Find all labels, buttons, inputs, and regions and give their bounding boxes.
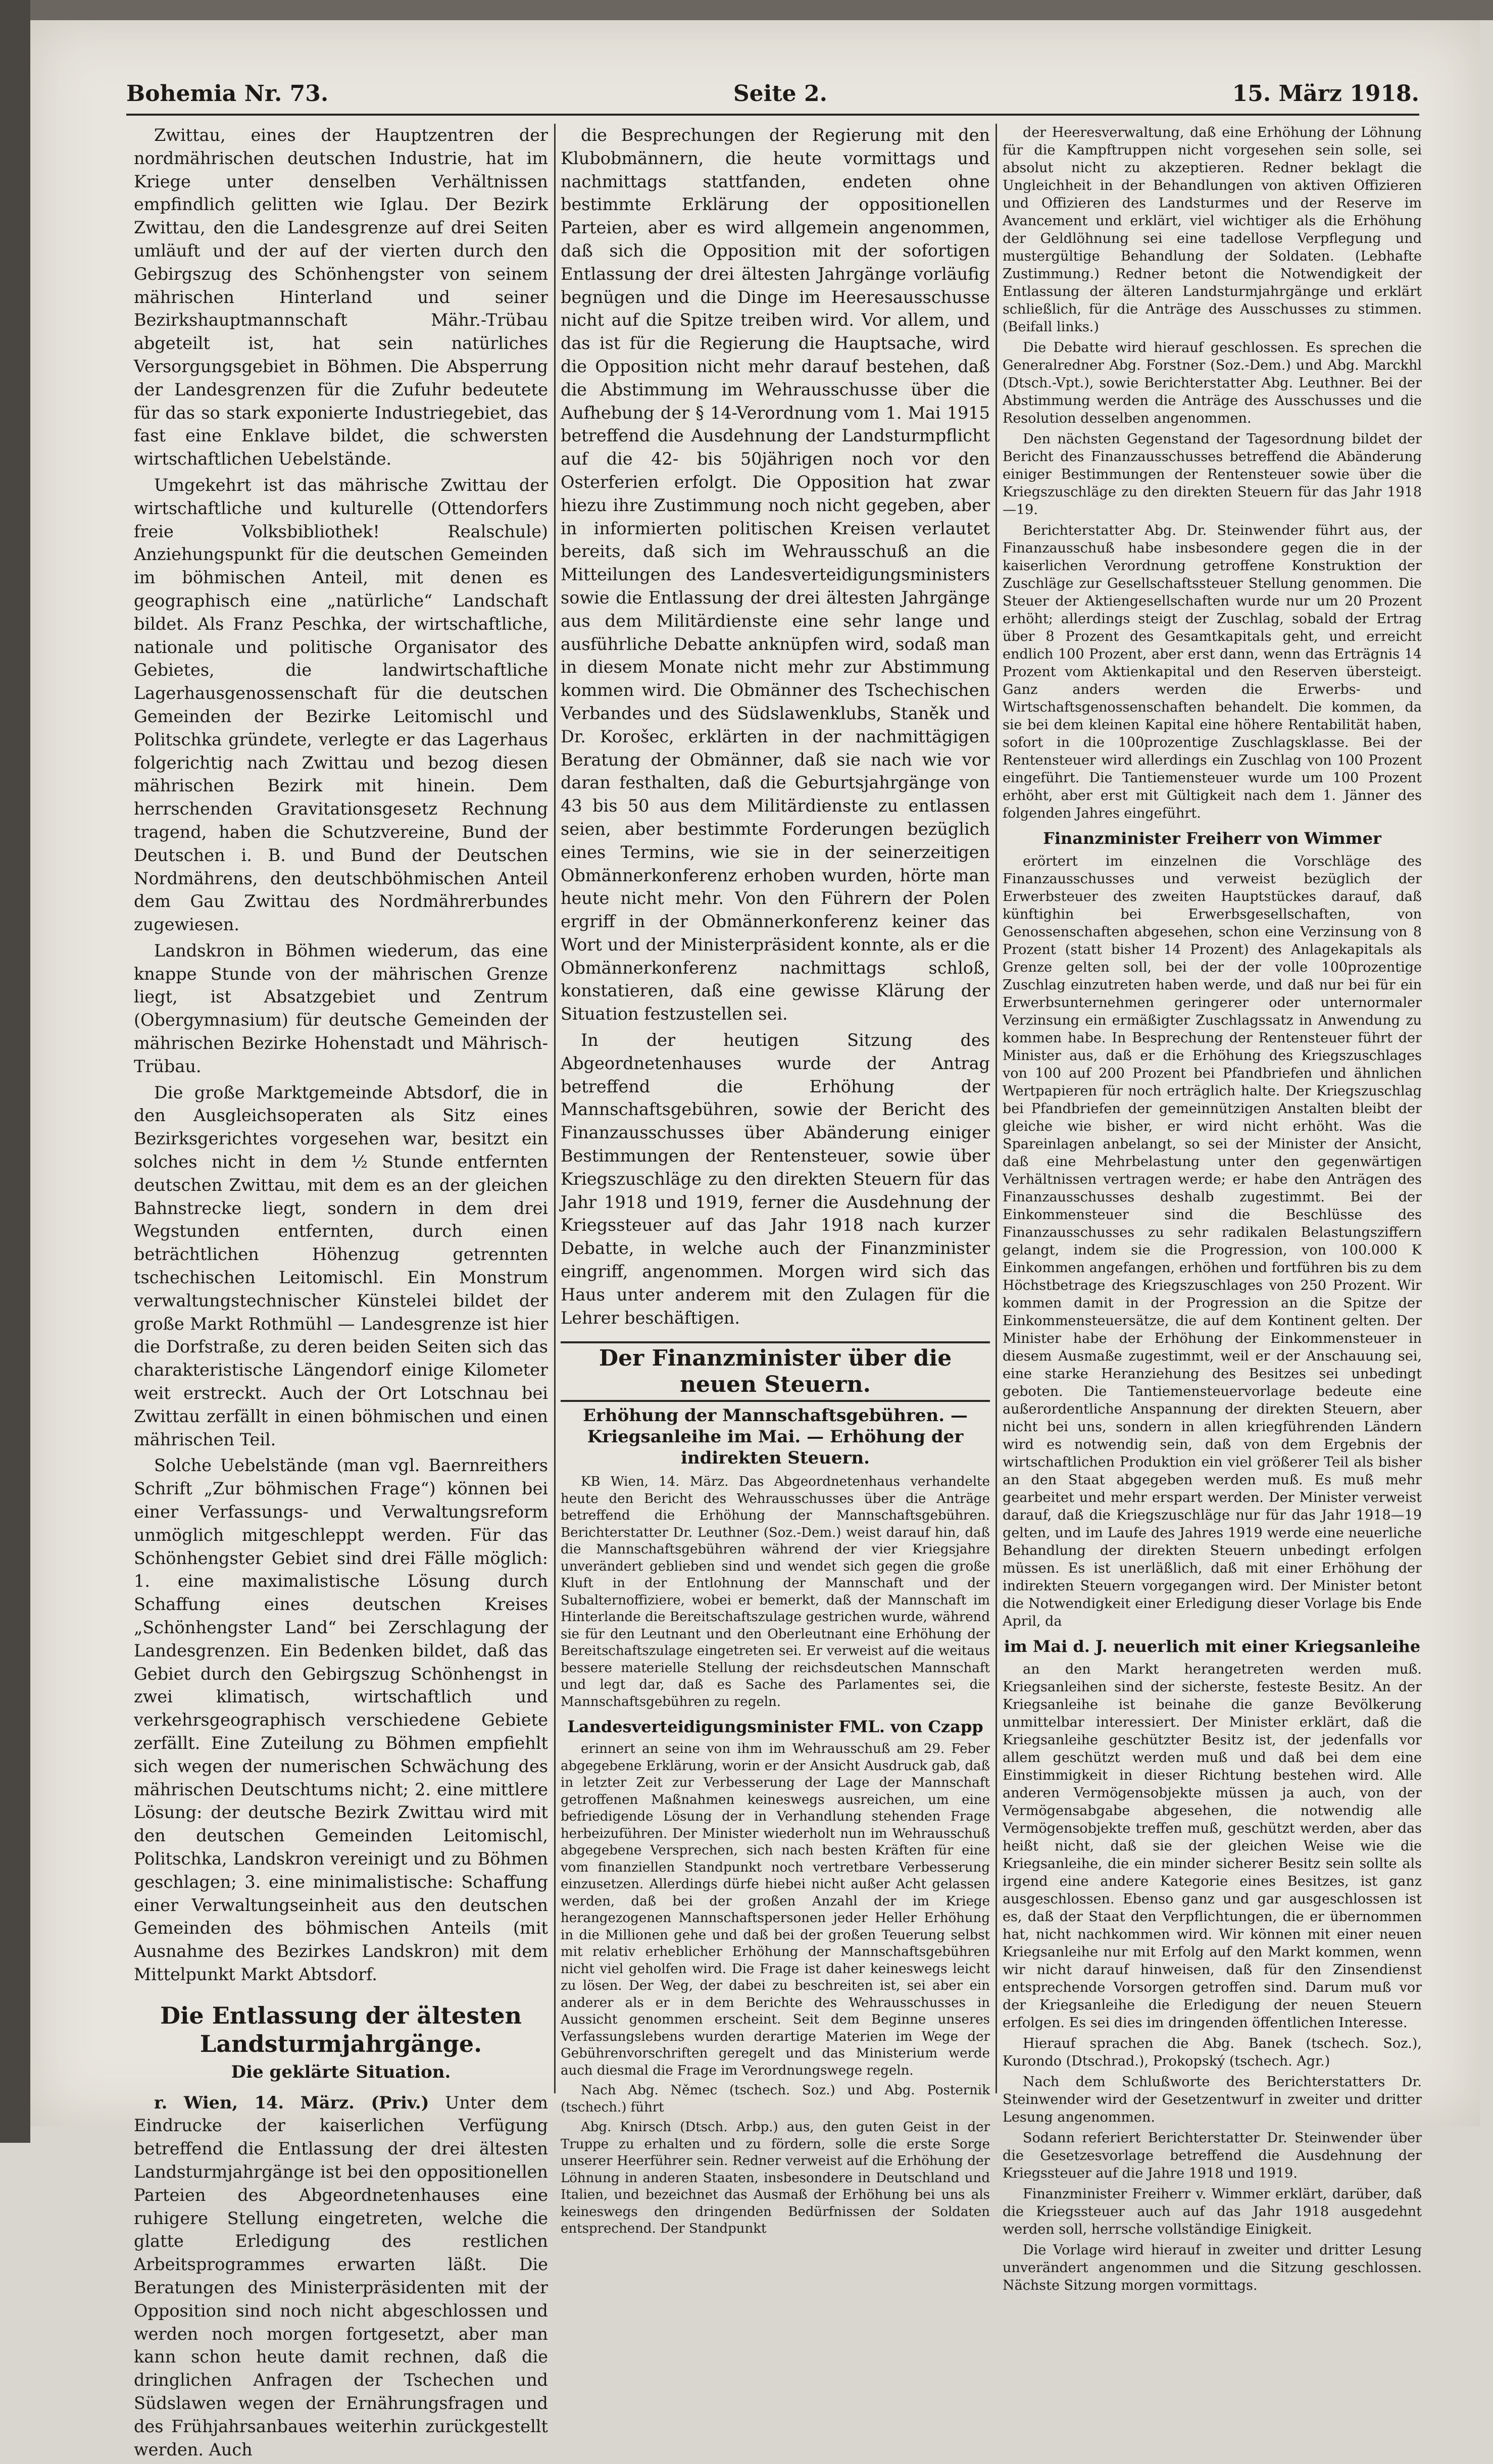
paragraph: Nach Abg. Němec (tschech. Soz.) und Abg. Posternik (tschech.) führt <box>561 2083 990 2115</box>
issue-date: 15. März 1918. <box>1232 80 1419 107</box>
paragraph <box>134 2091 548 2461</box>
column-2 <box>561 124 990 2241</box>
paragraph: KB Wien, 14. März. Das Abgeordnetenhaus verhandelte heute den Bericht des Wehrausschusses über die Anträge betreffend die Erhöhung der Mannschaftsgebühren. Berichterstatter Dr. Leuthner (Soz.-Dem.) weist darauf hin, daß die Mannschaftsgebühren während der vier Kriegsjahre unverändert geblieben sind und wendet sich gegen die große Kluft in der Entlohnung der Mannschaft und der Subalternoffiziere, wobei er bemerkt, daß der Mannschaft im Hinterlande die Bereitschaftszulage gestrichen wurde, während sie für den Leutnant und den Oberleutnant eine Erhöhung der Bereitschaftszulage eingetreten sei. Er verweist auf die weitaus bessere materielle Stellung der reichsdeutschen Mannschaft und legt dar, daß es Sache des Parlamentes sei, die Mannschaftsgebühren zu regeln. <box>561 1474 990 1709</box>
paragraph: Abg. Knirsch (Dtsch. Arbp.) aus, den guten Geist in der Truppe zu erhalten und zu fördern, solle die erste Sorge unserer Heerführer sein. Redner verweist auf die Erhöhung der Löhnung in anderen Staaten, insbesondere in Deutschland und Italien, und bezeichnet das Ausmaß der Erhöhung bei uns als keineswegs den dringenden Bedürfnissen der Soldaten entsprechend. Der Standpunkt <box>561 2120 990 2237</box>
paragraph: die Besprechungen der Regierung mit den Klubobmännern, die heute vormittags und nachmittags stattfanden, endeten ohne bestimmte Erklärung der oppositionellen Parteien, aber es wird allgemein angenommen, daß sich die Opposition mit der sofortigen Entlassung der drei ältesten Jahrgänge vorläufig begnügen und die Dinge im Heeresausschusse nicht auf die Spitze treiben wird. Vor allem, und das ist für die Regierung die Hauptsache, wird die Opposition nicht mehr darauf bestehen, daß die Abstimmung im Wehrausschusse über die Aufhebung der § 14-Verordnung vom 1. Mai 1915 betreffend die Ausdehnung der Landsturmpflicht auf die 42- bis 50jährigen noch vor den Osterferien erfolgt. Die Opposition hat zwar hiezu ihre Zustimmung noch nicht gegeben, aber in informierten politischen Kreisen verlautet bereits, daß sich im Wehrausschuß an die Mitteilungen des Landesverteidigungsministers sowie die Entlassung der drei ältesten Jahrgänge aus dem Militärdienste eine sehr lange und ausführliche Debatte anknüpfen wird, sodaß man in diesem Monate nicht mehr zur Abstimmung kommen wird. Die Obmänner des Tschechischen Verbandes und des Südslawenklubs, Staněk und Dr. Korošec, erklärten in der nachmittägigen Beratung der Obmänner, daß sie nach wie vor daran festhalten, daß die Geburtsjahrgänge von 43 bis 50 aus dem Militärdienste zu entlassen seien, aber bestimmte Forderungen bezüglich eines Termins, wie sie in der seinerzeitigen Obmännerkonferenz erhoben wurden, hörte man heute nicht mehr. Von den Führern der Polen ergriff in der Obmännerkonferenz keiner das Wort und der Ministerpräsident konnte, als er die Obmännerkonferenz nachmittags schloß, konstatieren, daß eine gewisse Klärung der Situation festzustellen sei. <box>561 125 990 1024</box>
article-headline: Der Finanzminister über die neuen Steuern. <box>561 1341 990 1402</box>
article-headline: Die Entlassung der ältesten Landsturmjahrgänge. <box>160 2001 522 2057</box>
paragraph: erörtert im einzelnen die Vorschläge des Finanzausschusses und verweist bezüglich der Erwerbsteuer des zweiten Hauptstückes darauf, daß künftighin bei Erwerbsgesellschaften, von Genossenschaften abgesehen, schon eine Verzinsung von 8 Prozent (statt bisher 14 Prozent) des Anlagekapitals als Grenze gelten soll, bei der der volle 100prozentige Zuschlag einzutreten haben werde, und daß nur bei für ein Erwerbsunternehmen geringerer oder unternormaler Verzinsung ein ermäßigter Zuschlagssatz in Anwendung zu kommen habe. In Besprechung der Rentensteuer führt der Minister aus, daß er die Erhöhung des Kriegszuschlages von 100 auf 200 Prozent bei Pfandbriefen und ähnlichen Wertpapieren für noch erträglich halte. Der Kriegszuschlag bei Pfandbriefen der gemeinnützigen Anstalten bleibt der gleiche wie bisher, er wird nicht erhöht. Was die Spareinlagen anbelangt, so sei der Minister der Ansicht, daß eine Mehrbelastung unter den gegenwärtigen Verhältnissen vertragen werde; er habe den Anträgen des Finanzausschusses deshalb zugestimmt. Bei der Einkommensteuer sind die Beschlüsse des Finanzausschusses zu sehr radikalen Belastungsziffern gelangt, indem sie die Progression, von 100.000 K Einkommen angefangen, erhöhen und fortführen bis zu dem Höchstbetrage des Kriegszuschlages von 250 Prozent. Wir kommen damit in der Progression an die Spitze der Einkommensteuersätze, die auf dem Kontinent gelten. Der Minister habe der Erhöhung der Einkommensteuer in diesem Ausmaße zugestimmt, weil er der Anschauung sei, eine starke Heranziehung des Besitzes sei unbedingt geboten. Die Tantiemensteuervorlage bedeute eine außerordentliche Anspannung der direkten Steuern, aber nicht bei uns, sondern in allen kriegführenden Ländern wird es notwendig sein, daß von dem Ergebnis der wirtschaftlichen Produktion ein viel größerer Teil als bisher an den Staat abgegeben werden muß. Es muß mehr gearbeitet und mehr erspart werden. Der Minister verweist darauf, daß die Kriegszuschläge nur für das Jahr 1918—19 gelten, und im Laufe des Jahres 1919 werde eine neuerliche Behandlung der direkten Steuern unbedingt erfolgen müssen. Es ist unerläßlich, daß mit einer Erhöhung der indirekten Steuern vorgegangen wird. Der Minister betont die Notwendigkeit einer Erledigung dieser Vorlage bis Ende April, da <box>1003 853 1422 1629</box>
paragraph: an den Markt herangetreten werden muß. Kriegsanleihen sind der sicherste, festeste Besitz. An der Kriegsanleihe ist beinahe die ganze Bevölkerung unmittelbar interessiert. Der Minister erklärt, daß die Kriegsanleihe geschützter Besitz ist, der jedenfalls vor allem geschützt werden muß und daß bei dem eine Einstimmigkeit in dieser Richtung bestehen wird. Alle anderen Vermögensobjekte müssen ja auch, von der Vermögensabgabe abgesehen, die notwendig alle Vermögensobjekte treffen muß, geschützt werden, aber das heißt nicht, daß sie der gleichen Weise wie die Kriegsanleihe, die ein minder sicherer Besitz sein sollte als irgend eine andere Kategorie eines Besitzes, ist ganz ausgeschlossen. Ebenso ganz und gar ausgeschlossen ist es, daß der Staat den Verpflichtungen, die er übernommen hat, nicht nachkommen wird. Wir können mit einer neuen Kriegsanleihe nur mit Erfolg auf den Markt kommen, wenn wir nicht darauf hinweisen, daß für den Zinsendienst entsprechende Vorsorgen getroffen sind. Darum muß vor der Kriegsanleihe die Erledigung der neuen Steuern erfolgen. Es sei dies im dringenden öffentlichen Interesse. <box>1003 1662 1422 2031</box>
scan-left-edge <box>0 0 30 2143</box>
paragraph: der Heeresverwaltung, daß eine Erhöhung der Löhnung für die Kampftruppen nicht vorgesehen sein solle, sei absolut nicht zu akzeptieren. Redner beklagt die Ungleichheit in der Behandlungen von aktiven Offizieren und Offizieren des Landsturmes und der Reserve im Avancement und erklärt, viel wichtiger als die Erhöhung der Geldlöhnung sei eine tadellose Verpflegung und mustergültige Behandlung der Soldaten. (Lebhafte Zustimmung.) Redner betont die Notwendigkeit der Entlassung der älteren Landsturmjahrgänge und erklärt schließlich, für die Anträge des Ausschusses zu stimmen. (Beifall links.) <box>1003 125 1422 335</box>
column-rule <box>996 124 997 2093</box>
paragraph: Zwittau, eines der Hauptzentren der nordmährischen deutschen Industrie, hat im Kriege unter denselben Verhältnissen empfindlich gelitten wie Iglau. Der Bezirk Zwittau, den die Landesgrenze auf drei Seiten umläuft und der auf der vierten durch den Gebirgszug des Schönhengster von seinem mährischen Hinterland und seiner Bezirkshauptmannschaft Mähr.-Trübau abgeteilt ist, hat sein natürliches Versorgungsgebiet in Böhmen. Die Absperrung der Landesgrenzen für die Zufuhr bedeutete für das so stark exponierte Industriegebiet, das fast eine Enklave bildet, die schwersten wirtschaftlichen Uebelstände. <box>134 125 548 469</box>
paragraph: Den nächsten Gegenstand der Tagesordnung bildet der Bericht des Finanzausschusses betreffend die Abänderung einiger Bestimmungen der Rentensteuer sowie über die Kriegszuschläge zu den direkten Steuern für das Jahr 1918—19. <box>1003 431 1422 518</box>
speaker-heading: Finanzminister Freiherr von Wimmer <box>1043 829 1381 848</box>
column-rule <box>554 124 556 2093</box>
paragraph: Landskron in Böhmen wiederum, das eine knappe Stunde von der mährischen Grenze liegt, ist Absatzgebiet und Zentrum (Obergymnasium) für deutsche Gemeinden der mährischen Bezirke Hohenstadt und Mährisch-Trübau. <box>134 940 548 1076</box>
article-subheadline: Die geklärte Situation. <box>231 2061 451 2082</box>
page-number: Seite 2. <box>733 80 827 107</box>
issue-label: Bohemia Nr. 73. <box>126 80 329 107</box>
paragraph: erinnert an seine von ihm im Wehrausschuß am 29. Feber abgegebene Erklärung, worin er der Ansicht Ausdruck gab, daß in letzter Zeit zur Verbesserung der Lage der Mannschaft getroffenen Maßnahmen keineswegs ausreichen, um eine befriedigende Lösung der in Verhandlung stehenden Frage herbeizuführen. Der Minister wiederholt nun im Wehrausschuß abgegebene Versprechen, sich nach besten Kräften für eine vom finanziellen Standpunkt noch vertretbare Verbesserung einzusetzen. Allerdings dürfe hiebei nicht außer Acht gelassen werden, daß bei der großen Anzahl der im Kriege herangezogenen Mannschaftspersonen jeder Heller Erhöhung in die Millionen gehe und daß bei der großen Teuerung selbst mit relativ erheblicher Erhöhung der Mannschaftsgebühren nicht viel geholfen wird. Die Frage ist daher keineswegs leicht zu lösen. Der Weg, der dabei zu beschreiten ist, sei aber ein anderer als er in dem Berichte des Wehrausschusses in Aussicht genommen erscheint. Seit dem Beginne unseres Verfassungslebens wurden derartige Materien im Wege der Gebührenvorschriften geregelt und das Ministerium werde auch diesmal die Frage im Verordnungswege regeln. <box>561 1741 990 2078</box>
paragraph: Berichterstatter Abg. Dr. Steinwender führt aus, der Finanzausschuß habe insbesondere gegen die in der kaiserlichen Verordnung getroffene Konstruktion der Zuschläge zur Gesellschaftssteuer Stellung genommen. Die Steuer der Aktiengesellschaften wurde nur um 20 Prozent erhöht; allerdings steigt der Zuschlag, sobald der Ertrag über 8 Prozent des Gesamtkapitals geht, und erreicht endlich 100 Prozent, aber erst dann, wenn das Erträgnis 14 Prozent vom Aktienkapital und den Reserven übersteigt. Ganz anders werden die Erwerbs- und Wirtschaftsgenossenschaften behandelt. Die kommen, da sie bei dem kleinen Kapital eine höhere Rentabilität haben, sofort in die 100prozentige Zuschlagsklasse. Bei der Rentensteuer wird allerdings ein Zuschlag von 100 Prozent eingeführt. Die Tantiemensteuer wurde um 100 Prozent erhöht, aber erst mit Gültigkeit nach dem 1. Jänner des folgenden Jahres eingeführt. <box>1003 523 1422 821</box>
paragraph: Nach dem Schlußworte des Berichterstatters Dr. Steinwender wird der Gesetzentwurf in zweiter und dritter Lesung angenommen. <box>1003 2074 1422 2125</box>
paragraph: Finanzminister Freiherr v. Wimmer erklärt, darüber, daß die Kriegssteuer auch auf das Jahr 1918 ausgedehnt werden soll, herrsche vollständige Einigkeit. <box>1003 2186 1422 2237</box>
speaker-heading: Landesverteidigungsminister FML. von Czapp <box>567 1717 983 1737</box>
paragraph: Die große Marktgemeinde Abtsdorf, die in den Ausgleichsoperaten als Sitz eines Bezirksgerichtes vorgesehen war, besitzt ein solches nicht in dem ½ Stunde entfernten deutschen Zwittau, mit dem es an der gleichen Bahnstrecke liegt, sondern in dem drei Wegstunden entfernten, durch einen beträchtlichen Höhenzug getrennten tschechischen Leitomischl. Ein Monstrum verwaltungstechnischer Künstelei bildet der große Markt Rothmühl — Landesgrenze ist hier die Dorfstraße, zu deren beiden Seiten sich das charakteristische Längendorf einige Kilometer weit erstreckt. Auch der Ort Lotschnau bei Zwittau zerfällt in einen böhmischen und einen mährischen Teil. <box>134 1082 548 1449</box>
header-rule <box>126 114 1419 116</box>
paragraph: Sodann referiert Berichterstatter Dr. Steinwender über die Gesetzesvorlage betreffend die Ausdehnung der Kriegssteuer auf die Jahre 1918 und 1919. <box>1003 2130 1422 2181</box>
page-header <box>126 76 1419 111</box>
paragraph: In der heutigen Sitzung des Abgeordnetenhauses wurde der Antrag betreffend die Erhöhung der Mannschaftsgebühren, sowie der Bericht des Finanzausschusses über Abänderung einiger Bestimmungen der Rentensteuer, sowie über Kriegszuschläge zu den direkten Steuern für das Jahr 1918 und 1919, ferner die Ausdehnung der Kriegssteuer auf das Jahr 1918 nach kurzer Debatte, in welche auch der Finanzminister eingriff, angenommen. Morgen wird sich das Haus unter anderem mit den Zulagen für die Lehrer beschäftigen. <box>561 1030 990 1328</box>
paragraph: Hierauf sprachen die Abg. Banek (tschech. Soz.), Kurondo (Dtschrad.), Prokopský (tschech. Agr.) <box>1003 2036 1422 2069</box>
column-1 <box>134 124 548 2464</box>
paragraph: Solche Uebelstände (man vgl. Baernreithers Schrift „Zur böhmischen Frage“) können bei einer Verfassungs- und Verwaltungsreform unmöglich mitgeschleppt werden. Für das Schönhengster Gebiet sind drei Fälle möglich: 1. eine maximalistische Lösung durch Schaffung eines deutschen Kreises „Schönhengster Land“ bei Zerschlagung der Landesgrenzen. Ein Bedenken bildet, daß das Gebiet durch den Gebirgszug Schönhengst in zwei klimatisch, wirtschaftlich und verkehrsgeographisch verschiedene Gebiete zerfällt. Eine Zuteilung zu Böhmen empfiehlt sich wegen der numerischen Schwächung des mährischen Deutschtums nicht; 2. eine mittlere Lösung: der deutsche Bezirk Zwittau wird mit den deutschen Gemeinden Leitomischl, Politschka, Landskron vereinigt und zu Böhmen geschlagen; 3. eine minimalistische: Schaffung einer Verwaltungseinheit aus den deutschen Gemeinden des böhmischen Anteils (mit Ausnahme des Bezirkes Landskron) mit dem Mittelpunkt Markt Abtsdorf. <box>134 1455 548 1984</box>
emphasis-heading: im Mai d. J. neuerlich mit einer Kriegsanleihe <box>1004 1637 1421 1656</box>
scan-top-edge <box>0 0 1493 20</box>
column-3 <box>1003 124 1422 2297</box>
article-subheadline: Erhöhung der Mannschaftsgebühren. — Kriegsanleihe im Mai. — Erhöhung der indirekten Steuern. <box>583 1405 968 1469</box>
paragraph: Die Debatte wird hierauf geschlossen. Es sprechen die Generalredner Abg. Forstner (Soz.-Dem.) und Abg. Marckhl (Dtsch.-Vpt.), sowie Berichterstatter Abg. Leuthner. Bei der Abstimmung werden die Anträge des Ausschusses und die Resolution desselben angenommen. <box>1003 340 1422 426</box>
dateline: r. Wien, 14. März. (Priv.) <box>154 2092 429 2113</box>
paragraph-text: Unter dem Eindrucke der kaiserlichen Verfügung betreffend die Entlassung der drei ältesten Landsturmjahrgänge ist bei den oppositionellen Parteien des Abgeordnetenhauses eine ruhigere Stellung eingetreten, welche die glatte Erledigung des restlichen Arbeitsprogrammes erwarten läßt. Die Beratungen des Ministerpräsidenten mit der Opposition sind noch nicht abgeschlossen und werden noch morgen fortgesetzt, aber man kann schon heute damit rechnen, daß die dringlichen Anfragen der Tschechen und Südslawen wegen der Ernährungsfragen und des Frühjahrsanbaues weiterhin zurückgestellt werden. Auch <box>134 2092 548 2459</box>
paragraph: Umgekehrt ist das mährische Zwittau der wirtschaftliche und kulturelle (Ottendorfers freie Volksbibliothek! Realschule) Anziehungspunkt für die deutschen Gemeinden im böhmischen Anteil, mit denen es geographisch eine „natürliche“ Landschaft bildet. Als Franz Peschka, der wirtschaftliche, nationale und politische Organisator des Gebietes, die landwirtschaftliche Lagerhausgenossenschaft für die deutschen Gemeinden der Bezirke Leitomischl und Politschka gründete, verlegte er das Lagerhaus folgerichtig nach Zwittau und bezog diesen mährischen Bezirk mit hinein. Dem herrschenden Gravitationsgesetz Rechnung tragend, haben die Schutzvereine, Bund der Deutschen i. B. und Bund der Deutschen Nordmährens, den deutschböhmischen Anteil dem Gau Zwittau des Nordmährerbundes zugewiesen. <box>134 475 548 935</box>
paragraph: Die Vorlage wird hierauf in zweiter und dritter Lesung unverändert angenommen und die Sitzung geschlossen. Nächste Sitzung morgen vormittags. <box>1003 2242 1422 2293</box>
